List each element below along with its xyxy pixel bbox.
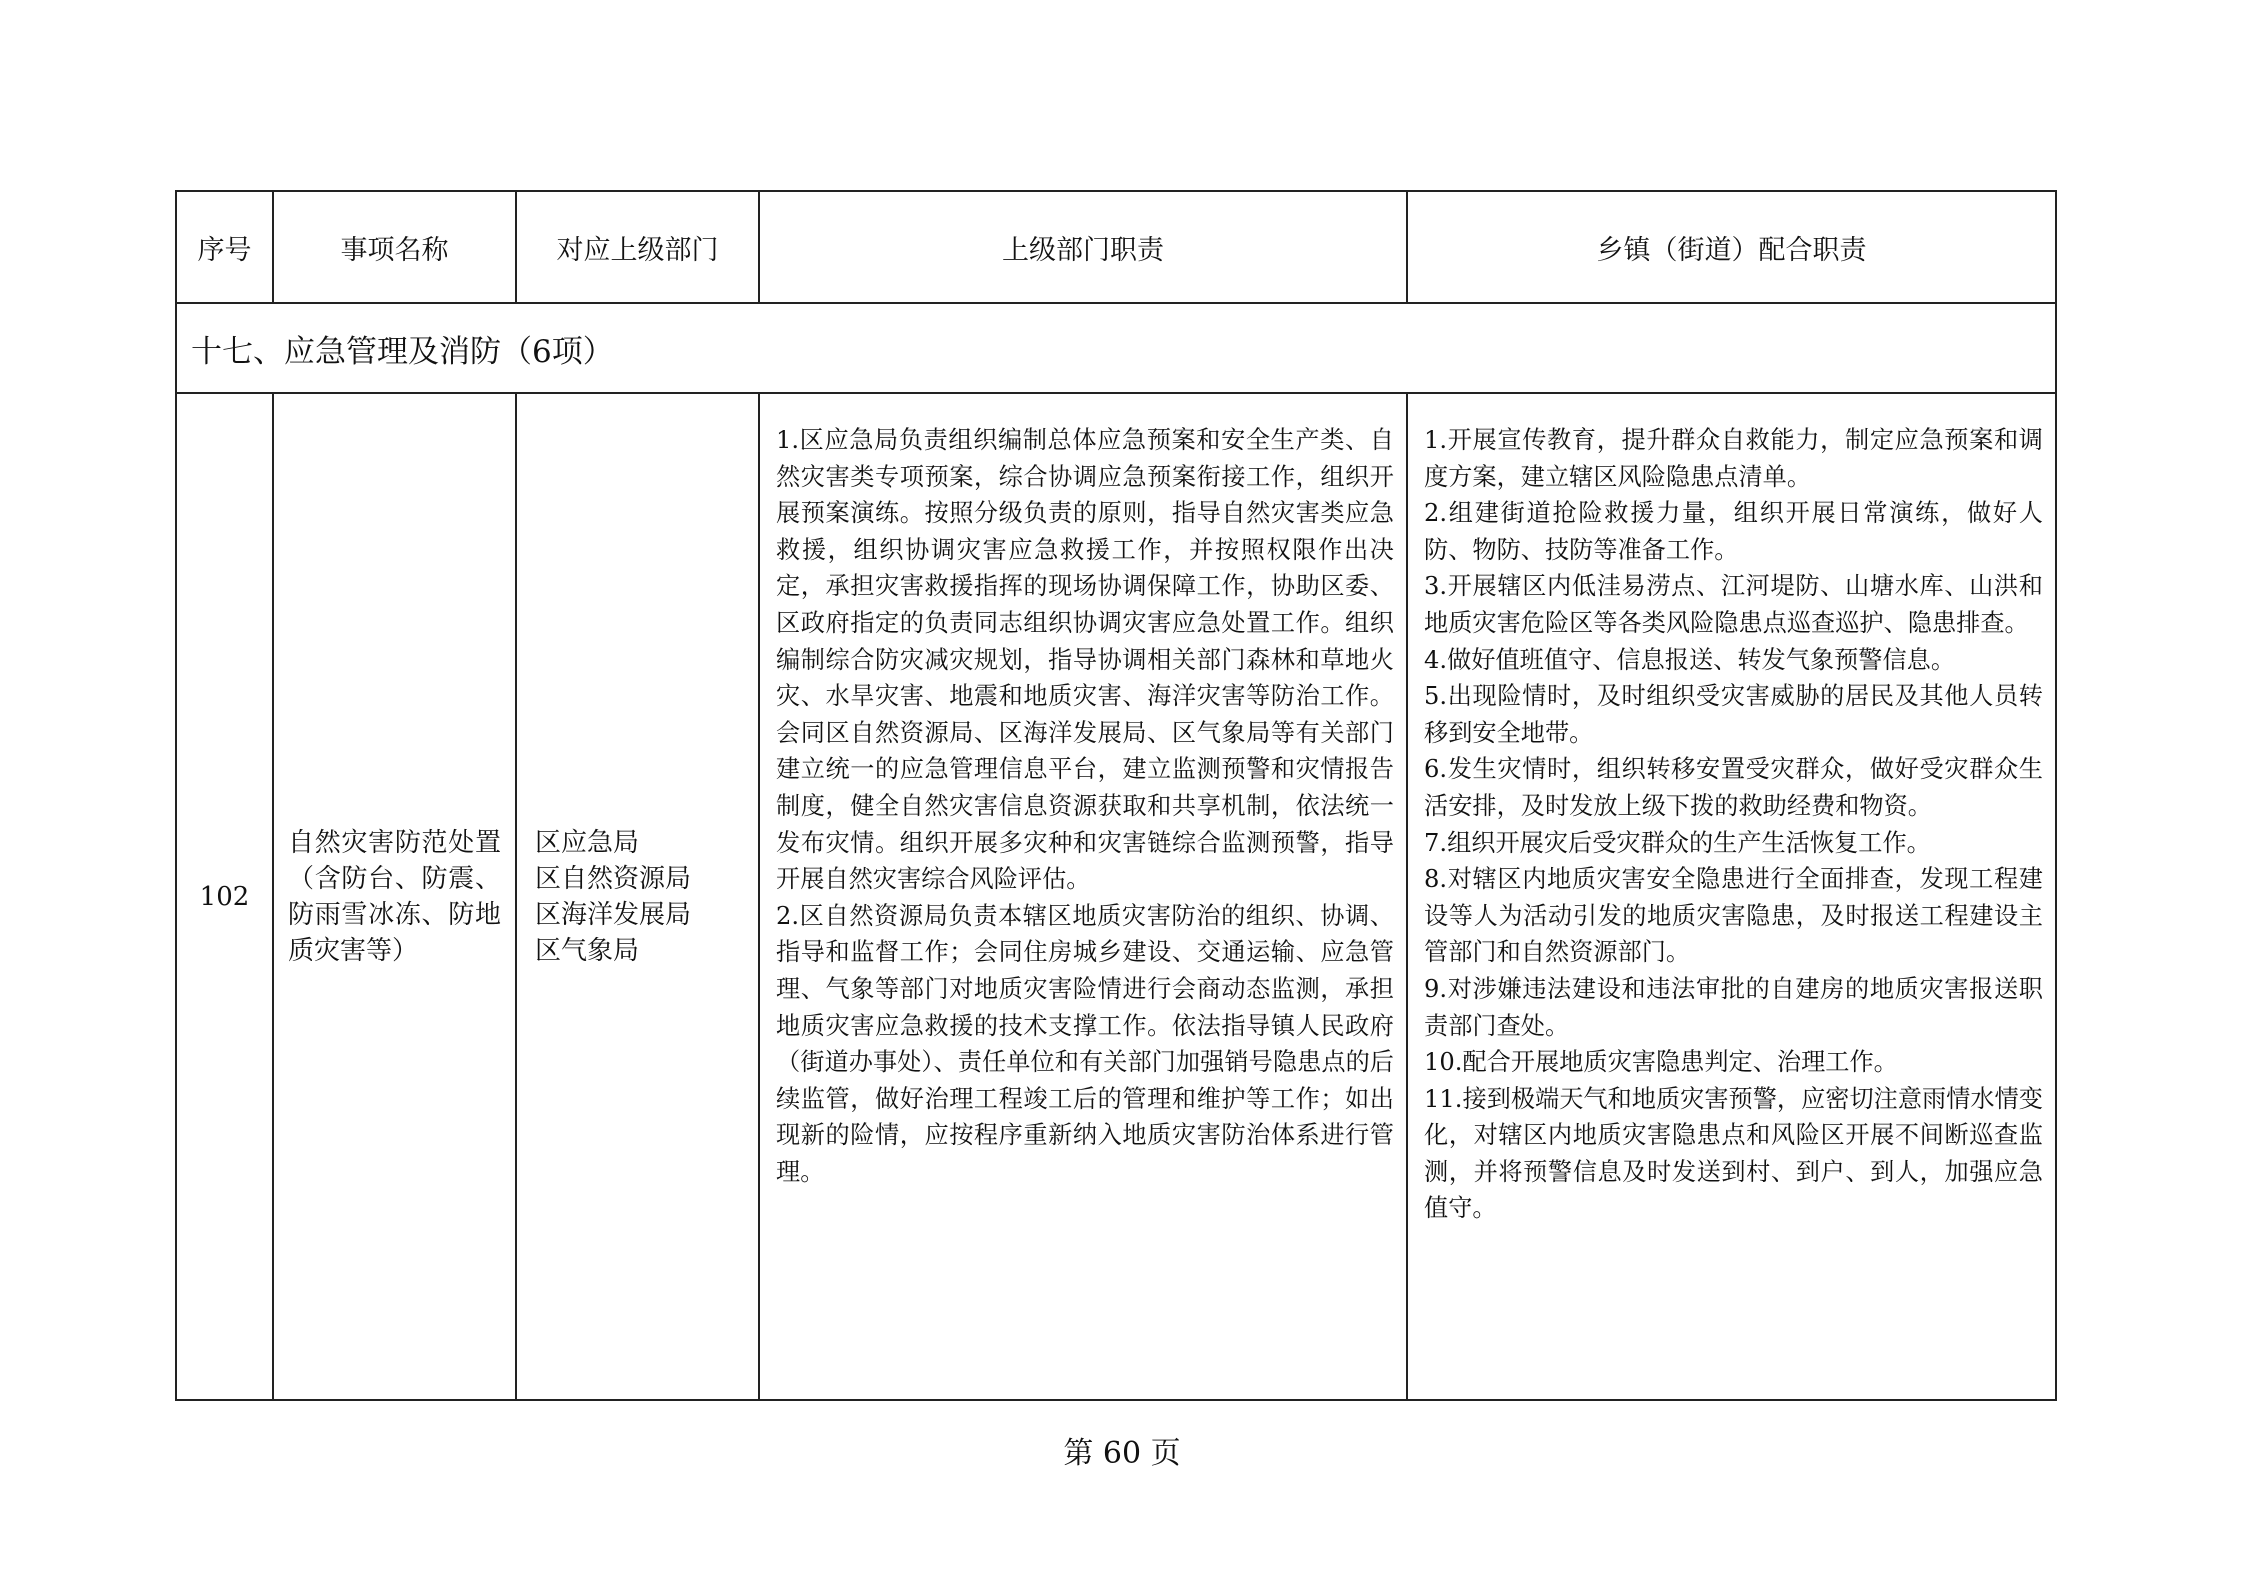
table-row [176, 393, 2056, 1400]
department-name: 区应急局 [535, 827, 640, 858]
department-name: 区海洋发展局 [535, 899, 692, 930]
duty-item: 9.对涉嫌违法建设和违法审批的自建房的地质灾害报送职责部门查处。 [1424, 974, 2043, 1040]
table-header-row [176, 191, 2056, 303]
row-upper-duties [759, 393, 1407, 1400]
section-title: 十七、应急管理及消防（6项） [176, 303, 2056, 393]
page-number: 第 60 页 [1063, 1436, 1181, 1471]
duty-item: 10.配合开展地质灾害隐患判定、治理工作。 [1424, 1048, 1898, 1077]
duty-item: 4.做好值班值守、信息报送、转发气象预警信息。 [1424, 645, 1956, 674]
row-number: 102 [176, 393, 273, 1400]
header-upper-department: 对应上级部门 [516, 191, 759, 303]
duty-item: 3.开展辖区内低洼易涝点、江河堤防、山塘水库、山洪和地质灾害危险区等各类风险隐患点巡查巡护、隐患排查。 [1424, 572, 2043, 637]
duty-paragraph: 1.区应急局负责组织编制总体应急预案和安全生产类、自然灾害类专项预案，综合协调应急预案衔接工作，组织开展预案演练。按照分级负责的原则，指导自然灾害类应急救援，组织协调灾害应急救援工作，并按照权限作出决定，承担灾害救援指挥的现场协调保障工作，协助区委、区政府指定的负责同志组织协调灾害应急处置工作。组织编制综合防灾减灾规划，指导协调相关部门森林和草地火灾、水旱灾害、地震和地质灾害、海洋灾害等防治工作。会同区自然资源局、区海洋发展局、区气象局等有关部门建立统一的应急管理信息平台，建立监测预警和灾情报告制度，健全自然灾害信息资源获取和共享机制，依法统一发布灾情。组织开展多灾种和灾害链综合监测预警，指导开展自然灾害综合风险评估。 [776, 426, 1394, 894]
header-town-duties: 乡镇（街道）配合职责 [1407, 191, 2056, 303]
responsibility-table [175, 190, 2057, 1401]
duty-paragraph: 2.区自然资源局负责本辖区地质灾害防治的组织、协调、指导和监督工作；会同住房城乡建设、交通运输、应急管理、气象等部门对地质灾害险情进行会商动态监测，承担地质灾害应急救援的技术支撑工作。依法指导镇人民政府（街道办事处）、责任单位和有关部门加强销号隐患点的后续监管，做好治理工程竣工后的管理和维护等工作；如出现新的险情，应按程序重新纳入地质灾害防治体系进行管理。 [776, 901, 1394, 1186]
department-name: 区气象局 [535, 935, 640, 966]
duty-item: 1.开展宣传教育，提升群众自救能力，制定应急预案和调度方案，建立辖区风险隐患点清单。 [1424, 426, 2043, 491]
header-upper-duties: 上级部门职责 [759, 191, 1407, 303]
row-item-name: 自然灾害防范处置（含防台、防震、防雨雪冰冻、防地质灾害等） [273, 393, 516, 1400]
row-departments [516, 393, 759, 1400]
row-town-duties [1407, 393, 2056, 1400]
duty-item: 5.出现险情时，及时组织受灾害威胁的居民及其他人员转移到安全地带。 [1424, 682, 2043, 747]
duty-item: 6.发生灾情时，组织转移安置受灾群众，做好受灾群众生活安排，及时发放上级下拨的救助经费和物资。 [1424, 755, 2043, 820]
department-name: 区自然资源局 [535, 863, 692, 894]
header-serial-number: 序号 [176, 191, 273, 303]
duty-item: 11.接到极端天气和地质灾害预警，应密切注意雨情水情变化，对辖区内地质灾害隐患点和风险区开展不间断巡查监测，并将预警信息及时发送到村、到户、到人，加强应急值守。 [1424, 1084, 2043, 1223]
duty-item: 2.组建街道抢险救援力量，组织开展日常演练，做好人防、物防、技防等准备工作。 [1424, 499, 2043, 564]
duty-item: 8.对辖区内地质灾害安全隐患进行全面排查，发现工程建设等人为活动引发的地质灾害隐患，及时报送工程建设主管部门和自然资源部门。 [1424, 865, 2043, 967]
duty-item: 7.组织开展灾后受灾群众的生产生活恢复工作。 [1424, 828, 1931, 857]
section-row [176, 303, 2056, 393]
header-item-name: 事项名称 [273, 191, 516, 303]
